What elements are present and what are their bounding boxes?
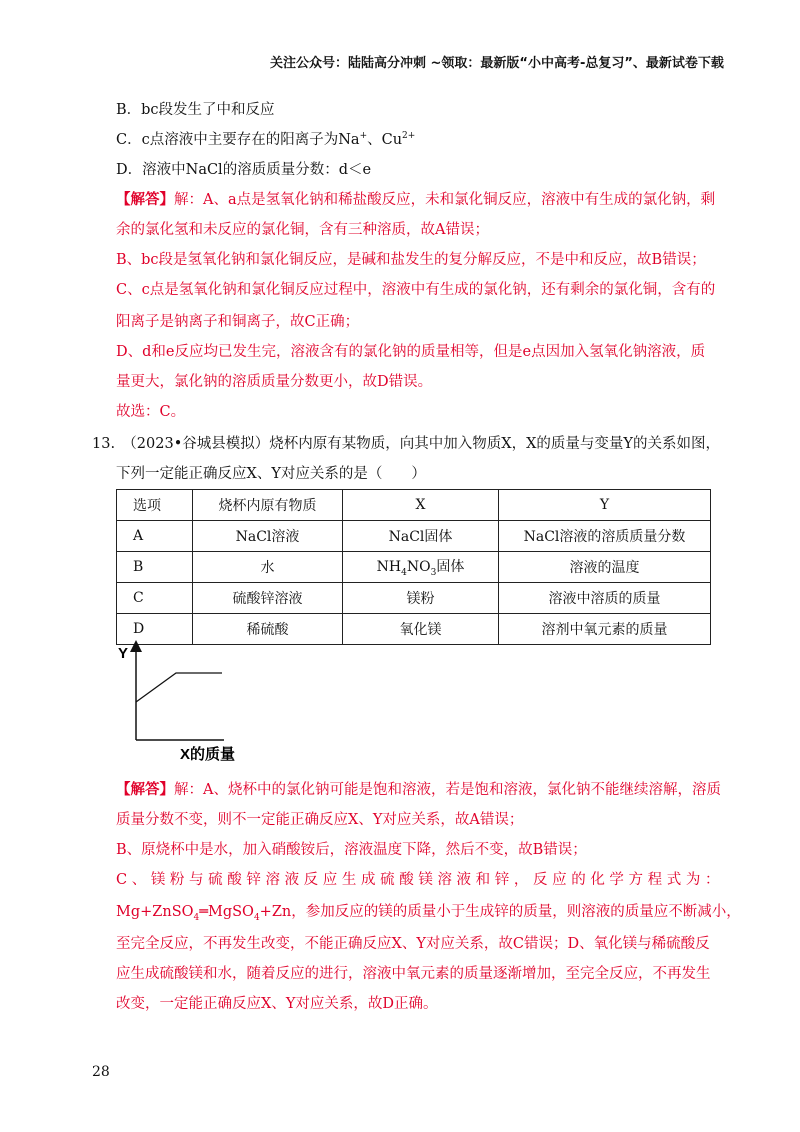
graph-curve (136, 673, 222, 702)
answer13-text: ，参加反应的镁的质量小于生成锌的质量，则溶液的质量应不断减小， (291, 904, 741, 920)
table-row (117, 583, 711, 614)
answer-line-4: C、c点是氢氧化钠和氯化铜反应过程中，溶液中有生成的氯化钠，还有剩余的氯化铜，含有的 (116, 282, 716, 298)
eq-sub: 4 (193, 912, 200, 923)
answer13-tag: 【解答】 (116, 781, 174, 798)
header-cell: Y (499, 490, 711, 521)
table-cell: NaCl溶液的溶质质量分数 (499, 521, 711, 552)
answer13-line-6: 至完全反应，不再发生改变，不能正确反应X、Y对应关系，故C错误；D、氧化镁与稀硫酸反 (116, 936, 710, 952)
formula-part: NH (376, 559, 402, 576)
xy-graph (116, 640, 256, 765)
table-cell: D (117, 614, 193, 645)
answer-line-8: 故选：C。 (116, 404, 186, 420)
option-d: D．溶液中NaCl的溶质质量分数：d＜e (116, 162, 372, 178)
eq-part: ═MgSO (199, 904, 254, 920)
ion-na-charge: + (359, 131, 368, 142)
table-cell: 镁粉 (343, 583, 499, 614)
formula-sub: 4 (401, 567, 407, 578)
ion-cu: Cu (381, 132, 403, 148)
answer-line-2: 余的氯化氢和未反应的氯化铜，含有三种溶质，故A错误； (116, 222, 489, 238)
answer-tag: 【解答】 (116, 191, 174, 208)
page-header: 关注公众号：陆陆高分冲刺 ~领取：最新版“小中高考-总复习”、最新试卷下载 (270, 56, 724, 71)
header-cell: 选项 (117, 490, 193, 521)
answer13-line-2: 质量分数不变，则不一定能正确反应X、Y对应关系，故A错误； (116, 812, 524, 828)
ion-cu-charge: 2+ (402, 131, 416, 142)
table-cell: 溶剂中氧元素的质量 (499, 614, 711, 645)
answer-line-5: 阳离子是钠离子和铜离子，故C正确； (116, 314, 360, 330)
ion-na: Na (338, 132, 360, 148)
table-cell-formula (343, 552, 499, 583)
answer-line-1 (116, 188, 715, 209)
table-cell: C (117, 583, 193, 614)
table-cell: NaCl溶液 (193, 521, 343, 552)
eq-sub: 4 (253, 912, 260, 923)
answer-text: 解：A、a点是氢氧化钠和稀盐酸反应，未和氯化铜反应，溶液中有生成的氯化钠，剩 (174, 192, 716, 208)
answer-line-7: 量更大，氯化钠的溶质质量分数更小，故D错误。 (116, 374, 433, 390)
q13-stem-2: 下列一定能正确反应X、Y对应关系的是（ ） (116, 466, 426, 482)
option-b: B．bc段发生了中和反应 (116, 102, 275, 118)
header-cell: 烧杯内原有物质 (193, 490, 343, 521)
answer13-text: 解：A、烧杯中的氯化钠可能是饱和溶液，若是饱和溶液，氯化钠不能继续溶解，溶质 (174, 782, 721, 798)
answer13-line-7: 应生成硫酸镁和水，随着反应的进行，溶液中氧元素的质量逐渐增加，至完全反应，不再发生 (116, 966, 711, 982)
table-cell: 氧化镁 (343, 614, 499, 645)
answer13-line-1 (116, 778, 721, 799)
answer13-line-8: 改变，一定能正确反应X、Y对应关系，故D正确。 (116, 996, 438, 1012)
formula-part: NO (406, 559, 431, 576)
table-cell: 水 (193, 552, 343, 583)
table-row (117, 521, 711, 552)
answer13-line-5 (116, 900, 741, 923)
option-c (116, 128, 415, 149)
equation (116, 904, 292, 923)
y-axis-label: Y (118, 645, 129, 662)
table-row (117, 552, 711, 583)
eq-part: Mg+ZnSO (116, 904, 194, 920)
options-table (116, 489, 711, 645)
answer-line-6: D、d和e反应均已发生完，溶液含有的氯化钠的质量相等，但是e点因加入氢氧化钠溶液，质 (116, 344, 706, 360)
eq-part: +Zn (259, 904, 292, 920)
formula-sub: 3 (430, 567, 437, 578)
table-cell: A (117, 521, 193, 552)
table-cell: 硫酸锌溶液 (193, 583, 343, 614)
answer13-line-4: C 、 镁 粉 与 硫 酸 锌 溶 液 反 应 生 成 硫 酸 镁 溶 液 和 锌 ， 反 应 的 化 学 方 程 式 为 ： (116, 872, 720, 888)
q13-stem-1: 13. （2023•谷城县模拟）烧杯内原有某物质，向其中加入物质X，X的质量与变量Y的关系如图， (92, 436, 720, 452)
table-cell: B (117, 552, 193, 583)
answer-line-3: B、bc段是氢氧化钠和氯化铜反应，是碱和盐发生的复分解反应，不是中和反应，故B错误； (116, 252, 706, 268)
table-cell: NaCl固体 (343, 521, 499, 552)
option-c-text: C．c点溶液中主要存在的阳离子为 (116, 132, 339, 148)
formula-part: 固体 (436, 559, 465, 576)
answer13-line-3: B、原烧杯中是水，加入硝酸铵后，溶液温度下降，然后不变，故B错误； (116, 842, 587, 858)
x-axis-label: X的质量 (180, 746, 236, 763)
table-cell: 稀硫酸 (193, 614, 343, 645)
table-cell: 溶液中溶质的质量 (499, 583, 711, 614)
table-cell: 溶液的温度 (499, 552, 711, 583)
page-number: 28 (92, 1064, 110, 1080)
header-cell: X (343, 490, 499, 521)
table-header-row (117, 490, 711, 521)
ion-sep: 、 (367, 132, 382, 148)
